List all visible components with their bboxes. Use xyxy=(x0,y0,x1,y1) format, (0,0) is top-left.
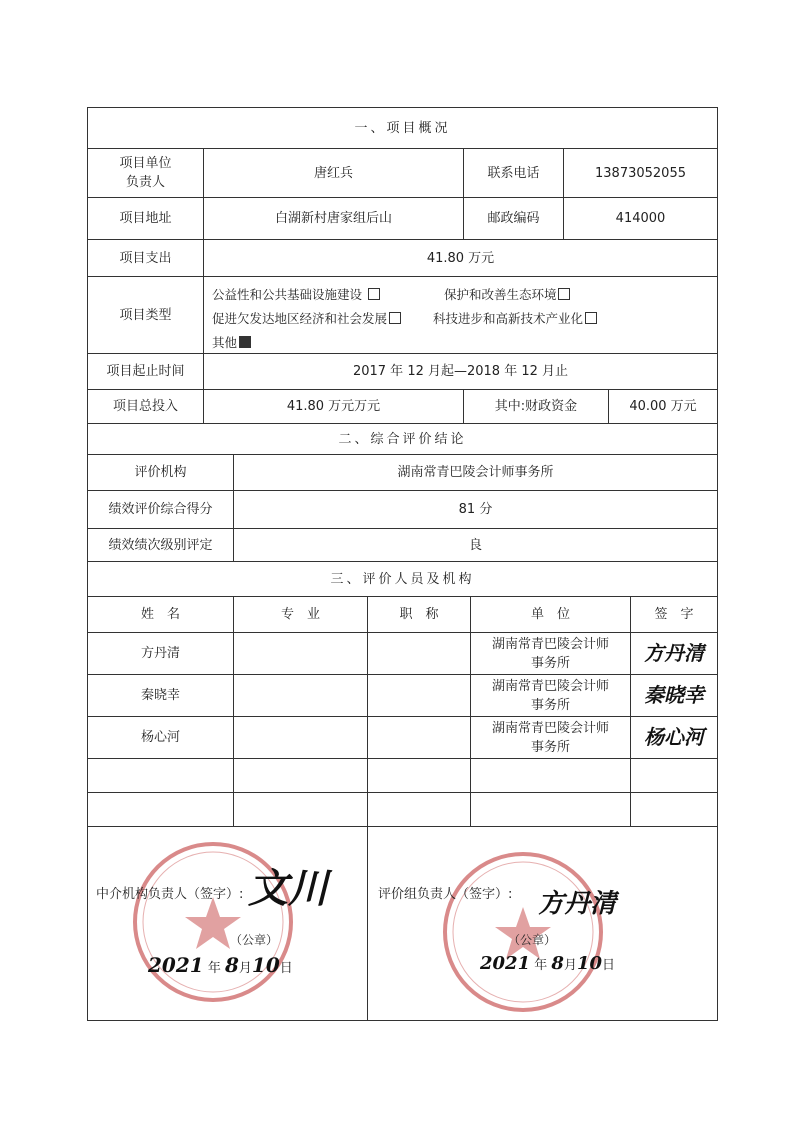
section-title-personnel: 三、评价人员及机构 xyxy=(88,562,717,597)
address-label: 项目地址 xyxy=(88,198,204,240)
person-unit: 湖南常青巴陵会计师 事务所 xyxy=(471,633,631,675)
phone-label: 联系电话 xyxy=(464,149,564,198)
org-value: 湖南常青巴陵会计师事务所 xyxy=(234,455,717,491)
person-major xyxy=(234,633,368,675)
person-title xyxy=(368,717,471,759)
project-types xyxy=(204,277,717,354)
score-label: 绩效评价综合得分 xyxy=(88,491,234,529)
section-title-overview: 一、项目概况 xyxy=(88,108,717,149)
org-label: 评价机构 xyxy=(88,455,234,491)
person-major xyxy=(234,717,368,759)
period-value: 2017 年 12 月起—2018 年 12 月止 xyxy=(204,354,717,390)
type-option-tech: 科技进步和高新技术产业化 xyxy=(433,311,597,326)
type-checkbox-development xyxy=(389,312,401,324)
group-signature: 方丹清 xyxy=(538,889,617,919)
date-right: 2021 年 8月10日 xyxy=(480,953,616,974)
grade-value: 良 xyxy=(234,529,717,562)
person-unit: 湖南常青巴陵会计师 事务所 xyxy=(471,675,631,717)
postcode-value: 414000 xyxy=(564,198,717,240)
investment-label: 项目总投入 xyxy=(88,390,204,424)
expense-label: 项目支出 xyxy=(88,240,204,277)
group-signature-label: 评价组负责人（签字）: xyxy=(378,887,513,902)
address-value: 白湖新村唐家组后山 xyxy=(204,198,464,240)
fiscal-label: 其中:财政资金 xyxy=(464,390,609,424)
fiscal-value: 40.00 万元 xyxy=(609,390,717,424)
person-name: 杨心河 xyxy=(88,717,234,759)
header-signature: 签 字 xyxy=(631,597,717,633)
investment-value: 41.80 万元万元 xyxy=(204,390,464,424)
person-title xyxy=(368,633,471,675)
type-checkbox-ecology xyxy=(558,288,570,300)
person-signature: 方丹清 xyxy=(631,633,717,675)
type-checkbox-public xyxy=(368,288,380,300)
header-title: 职 称 xyxy=(368,597,471,633)
section-title-conclusion: 二、综合评价结论 xyxy=(88,424,717,455)
person-major xyxy=(234,759,368,793)
person-name xyxy=(88,793,234,827)
person-signature xyxy=(631,759,717,793)
person-unit xyxy=(471,793,631,827)
type-option-other: 其他 xyxy=(212,335,251,350)
type-checkbox-other xyxy=(239,336,251,348)
person-name: 方丹清 xyxy=(88,633,234,675)
person-name xyxy=(88,759,234,793)
seal-label-left: （公章） xyxy=(230,933,279,947)
person-name: 秦晓幸 xyxy=(88,675,234,717)
agency-signature-label: 中介机构负责人（签字）: xyxy=(96,887,244,902)
person-title xyxy=(368,759,471,793)
leader-label: 项目单位 负责人 xyxy=(88,149,204,198)
person-signature xyxy=(631,793,717,827)
type-option-development: 促进欠发达地区经济和社会发展 xyxy=(212,311,401,326)
type-option-public: 公益性和公共基础设施建设 xyxy=(212,287,380,302)
agency-signature-area xyxy=(88,827,368,1020)
agency-signature: 文川 xyxy=(248,865,328,912)
leader-value: 唐红兵 xyxy=(204,149,464,198)
type-label: 项目类型 xyxy=(88,277,204,354)
person-title xyxy=(368,793,471,827)
score-value: 81 分 xyxy=(234,491,717,529)
phone-value: 13873052055 xyxy=(564,149,717,198)
person-title xyxy=(368,675,471,717)
header-name: 姓 名 xyxy=(88,597,234,633)
postcode-label: 邮政编码 xyxy=(464,198,564,240)
type-checkbox-tech xyxy=(585,312,597,324)
person-unit xyxy=(471,759,631,793)
date-left: 2021 年 8月10日 xyxy=(148,953,293,977)
header-major: 专 业 xyxy=(234,597,368,633)
person-major xyxy=(234,675,368,717)
group-signature-area xyxy=(368,827,717,1020)
expense-value: 41.80 万元 xyxy=(204,240,717,277)
header-unit: 单 位 xyxy=(471,597,631,633)
period-label: 项目起止时间 xyxy=(88,354,204,390)
person-major xyxy=(234,793,368,827)
person-signature: 秦晓幸 xyxy=(631,675,717,717)
grade-label: 绩效绩次级别评定 xyxy=(88,529,234,562)
person-unit: 湖南常青巴陵会计师 事务所 xyxy=(471,717,631,759)
evaluation-form xyxy=(87,107,718,1021)
person-signature: 杨心河 xyxy=(631,717,717,759)
seal-label-right: （公章） xyxy=(508,933,557,947)
type-option-ecology: 保护和改善生态环境 xyxy=(444,287,571,302)
